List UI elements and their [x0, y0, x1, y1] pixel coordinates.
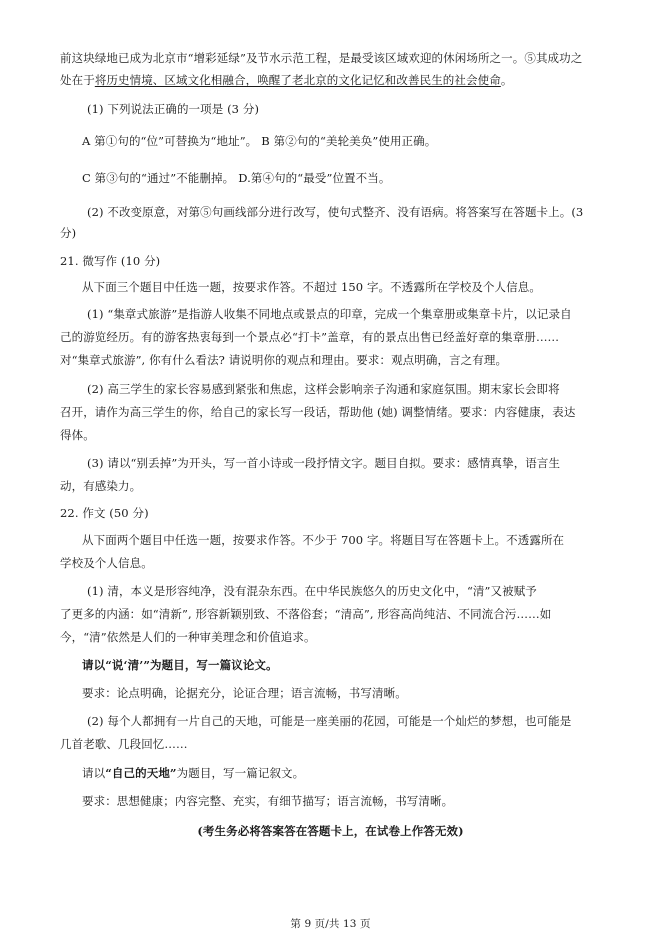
topic-text: 召开，请作为高三学生的你，给自己的家长写一段话，帮助他 (她) 调整情绪。要求：内容健康，表达: [60, 405, 576, 419]
answer-notice: (考生务必将答案答在答题卡上，在试卷上作答无效): [197, 824, 464, 838]
option-c: C 第③句的“通过”不能删掉。: [82, 171, 235, 185]
passage-line: [60, 72, 605, 88]
essay-task: 请以“说‘清’”为题目，写一篇议论文。: [82, 658, 278, 672]
topic-text: 得体。: [60, 428, 95, 442]
essay-topic-text: (2) 每个人都拥有一片自己的天地，可能是一座美丽的花园，可能是一个灿烂的梦想，也可能是: [87, 714, 572, 728]
question-prompt: 分): [60, 226, 77, 240]
essay-task-text: 为题目，写一篇记叙文。: [176, 766, 305, 780]
topic-text: 对“集章式旅游”, 你有什么看法? 请说明你的观点和理由。要求：观点明确，言之有理。: [60, 353, 508, 367]
topic-text: (3) 请以“别丢掉”为开头，写一首小诗或一段抒情文字。题目自拟。要求：感情真挚，语言生: [87, 456, 561, 470]
section-title: 22. 作文 (50 分): [60, 506, 149, 520]
topic-text: 己的游览经历。有的游客热衷每到一个景点必“打卡”盖章，有的景点出售已经盖好章的集章册……: [60, 330, 560, 344]
section-intro: 学校及个人信息。: [60, 556, 153, 570]
essay-requirements: 要求：思想健康；内容完整、充实，有细节描写；语言流畅，书写清晰。: [82, 794, 454, 808]
question-prompt: (1) 下列说法正确的一项是 (3 分): [87, 102, 260, 116]
section-intro: 从下面两个题目中任选一题，按要求作答。不少于 700 字。将题目写在答题卡上。不透露所在: [82, 533, 565, 547]
essay-task-text: 请以: [82, 766, 106, 780]
option-a: A 第①句的“位”可替换为“地址”。: [82, 134, 258, 148]
essay-title-bold: “自己的天地”: [105, 766, 177, 780]
option-row: [82, 170, 605, 186]
option-d: D.第④句的“最受”位置不当。: [238, 171, 391, 185]
essay-requirements: 要求：论点明确，论据充分，论证合理；语言流畅，书写清晰。: [82, 686, 407, 700]
passage-text: 。: [500, 73, 513, 87]
topic-text: (2) 高三学生的家长容易感到紧张和焦虑，这样会影响亲子沟通和家庭氛围。期末家长会即将: [87, 382, 560, 396]
essay-topic-text: 今，“清”依然是人们的一种审美理念和价值追求。: [60, 630, 316, 644]
essay-task: [82, 765, 605, 781]
section-title: 21. 微写作 (10 分): [60, 254, 161, 268]
option-row: [82, 133, 605, 149]
underlined-sentence: 将历史情境、区域文化相融合，唤醒了老北京的文化记忆和改善民生的社会使命: [94, 73, 501, 87]
essay-topic-text: 几首老歌、几段回忆……: [60, 737, 188, 751]
essay-topic-text: (1) 清，本义是形容纯净，没有混杂东西。在中华民族悠久的历史文化中，“清”又被赋予: [87, 584, 537, 598]
passage-text: 处在于: [60, 73, 95, 87]
topic-text: (1) “集章式旅游”是指游人收集不同地点或景点的印章，完成一个集章册或集章卡片，以记录自: [87, 307, 572, 321]
page-number: 第 9 页/共 13 页: [290, 918, 371, 930]
question-prompt: (2) 不改变原意，对第⑤句画线部分进行改写，使句式整齐、没有语病。将答案写在答题卡上。(3: [87, 205, 584, 219]
essay-topic-text: 了更多的内涵：如“清新”, 形容新颖别致、不落俗套；“清高”, 形容高尚纯洁、不同流合污……如: [60, 607, 552, 621]
passage-line: 前这块绿地已成为北京市“增彩延绿”及节水示范工程，是最受该区域欢迎的休闲场所之一。⑤其成功之: [60, 51, 583, 65]
topic-text: 动，有感染力。: [60, 479, 142, 493]
section-intro: 从下面三个题目中任选一题，按要求作答。不超过 150 字。不透露所在学校及个人信息。: [82, 280, 541, 294]
option-b: B 第②句的“美轮美奂”使用正确。: [261, 134, 437, 148]
